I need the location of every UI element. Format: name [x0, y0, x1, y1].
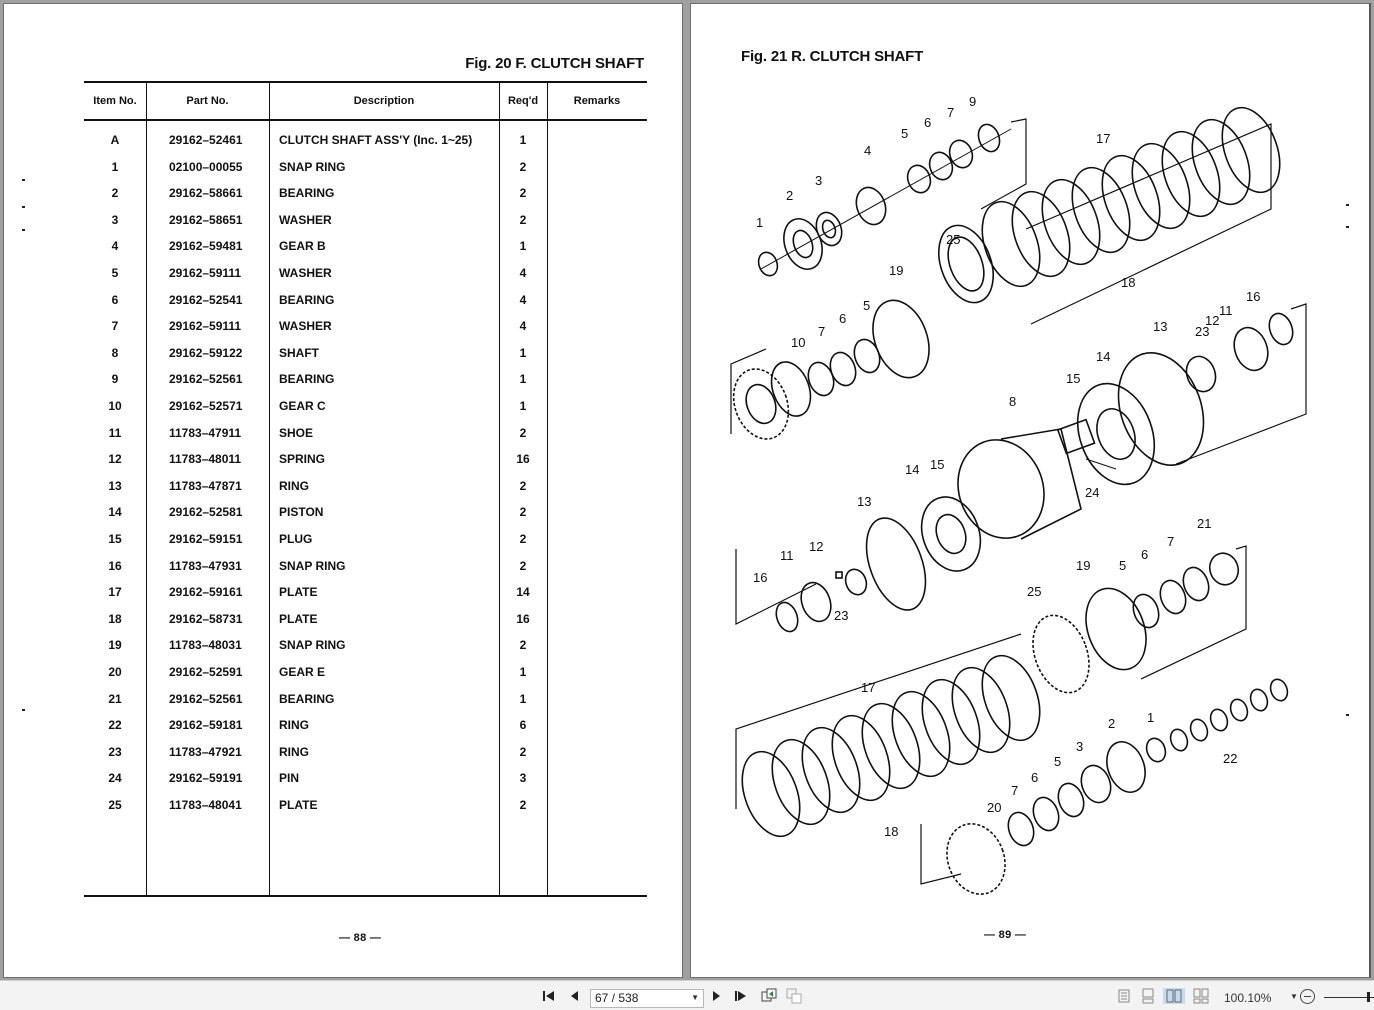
zoom-dropdown-icon[interactable]: ▼	[1290, 992, 1298, 1001]
reqd-cell: 4	[519, 292, 527, 307]
zoom-out-button[interactable]	[1300, 989, 1315, 1004]
table-row	[84, 213, 647, 239]
svg-text:12: 12	[1205, 313, 1220, 328]
item-no-cell: 14	[108, 505, 122, 520]
item-no-cell: 18	[108, 611, 122, 626]
item-no-cell: 1	[111, 159, 119, 174]
part-no-cell: 29162–59111	[169, 319, 242, 334]
scan-speck	[22, 709, 25, 711]
part-no-cell: 11783–47911	[169, 425, 242, 440]
svg-text:16: 16	[1246, 289, 1261, 304]
part-no-cell: 29162–59481	[169, 239, 243, 254]
description-cell: PISTON	[279, 505, 324, 520]
continuous-facing-view-button[interactable]	[1192, 988, 1210, 1004]
item-no-cell: 7	[111, 319, 119, 334]
svg-text:18: 18	[1121, 275, 1136, 290]
previous-view-icon	[761, 988, 777, 1004]
table-row	[84, 346, 647, 372]
part-no-cell: 29162–59151	[169, 532, 243, 546]
part-no-cell: 29162–59191	[169, 771, 243, 786]
bottom-assembly	[921, 677, 1290, 902]
description-cell: SNAP RING	[279, 159, 346, 174]
item-no-cell: 17	[108, 585, 122, 600]
item-no-cell: 3	[111, 212, 119, 227]
single-page-icon	[1118, 989, 1130, 1003]
description-cell: BEARING	[279, 372, 335, 387]
reqd-cell: 2	[519, 478, 527, 493]
page-indicator: 67 / 538	[595, 991, 639, 1005]
svg-text:12: 12	[809, 539, 824, 554]
table-row	[84, 692, 647, 718]
part-no-cell: 29162–52541	[169, 292, 243, 307]
reqd-cell: 2	[519, 425, 527, 440]
reqd-cell: 4	[519, 319, 527, 334]
svg-text:5: 5	[863, 298, 871, 313]
item-no-cell: 24	[108, 771, 122, 786]
scan-speck	[22, 229, 25, 231]
svg-text:23: 23	[1195, 324, 1210, 339]
shaft-drum	[944, 304, 1306, 550]
description-cell: SNAP RING	[279, 638, 346, 653]
description-cell: SHAFT	[279, 345, 319, 360]
header-remarks: Remarks	[573, 95, 621, 107]
figure-title: Fig. 20 F. CLUTCH SHAFT	[465, 55, 644, 72]
scan-speck	[22, 206, 25, 208]
reqd-cell: 4	[519, 266, 527, 280]
svg-text:19: 19	[889, 263, 904, 278]
svg-text:5: 5	[1119, 558, 1127, 573]
table-row	[84, 771, 647, 797]
svg-text:20: 20	[987, 800, 1002, 815]
item-no-cell: 22	[108, 718, 122, 733]
item-no-cell: 15	[108, 532, 122, 546]
description-cell: PLATE	[279, 611, 318, 626]
item-no-cell: 19	[108, 638, 122, 653]
table-row	[84, 452, 647, 478]
table-row	[84, 426, 647, 452]
page-number: — 89 —	[984, 929, 1027, 941]
svg-text:21: 21	[1197, 516, 1212, 531]
part-no-cell: 29162–52571	[169, 399, 243, 413]
table-row	[84, 505, 647, 531]
description-cell: RING	[279, 478, 309, 493]
lower-ring-set	[1023, 546, 1246, 700]
part-no-cell: 29162–58661	[169, 186, 243, 201]
scan-speck	[1346, 714, 1349, 716]
part-no-cell: 29162–52561	[169, 691, 243, 706]
reqd-cell: 1	[519, 691, 527, 706]
svg-text:4: 4	[864, 143, 872, 158]
reqd-cell: 6	[519, 718, 527, 733]
continuous-facing-icon	[1193, 988, 1209, 1004]
svg-text:2: 2	[1108, 716, 1116, 731]
svg-text:23: 23	[834, 608, 849, 623]
item-no-cell: 25	[108, 798, 122, 812]
description-cell: PLATE	[279, 798, 318, 812]
description-cell: RING	[279, 744, 309, 759]
table-row	[84, 239, 647, 265]
svg-text:6: 6	[839, 311, 847, 326]
description-cell: CLUTCH SHAFT ASS'Y (Inc. 1~25)	[279, 133, 473, 147]
header-part-no: Part No.	[186, 95, 229, 107]
item-no-cell: 20	[108, 665, 122, 679]
svg-text:9: 9	[969, 94, 977, 109]
viewer-toolbar	[0, 980, 1374, 1010]
part-no-cell: 29162–59122	[169, 345, 243, 360]
item-no-cell: 16	[108, 558, 122, 573]
part-no-cell: 11783–47871	[169, 478, 242, 493]
prev-page-button[interactable]	[565, 988, 583, 1004]
table-row	[84, 399, 647, 425]
svg-text:2: 2	[786, 188, 794, 203]
page-number: — 88 —	[339, 932, 382, 944]
table-row	[84, 293, 647, 319]
scan-speck	[1346, 226, 1349, 228]
page-88	[3, 3, 683, 978]
description-cell: PIN	[279, 771, 300, 786]
part-no-cell: 29162–59161	[169, 585, 243, 600]
item-no-cell: 11	[108, 425, 122, 440]
part-no-cell: 11783–47921	[169, 744, 242, 759]
svg-text:17: 17	[1096, 131, 1111, 146]
reqd-cell: 2	[519, 505, 527, 520]
gear-c-assembly	[724, 293, 939, 447]
table-row	[84, 266, 647, 292]
single-page-view-button[interactable]	[1115, 988, 1133, 1004]
reqd-cell: 1	[519, 239, 527, 254]
part-no-cell: 02100–00055	[169, 159, 243, 174]
description-cell: PLATE	[279, 585, 318, 600]
last-page-button[interactable]	[732, 988, 750, 1004]
continuous-page-icon	[1142, 988, 1154, 1004]
svg-text:19: 19	[1076, 558, 1091, 573]
reqd-cell: 2	[519, 186, 527, 201]
item-no-cell: 13	[108, 478, 122, 493]
facing-view-button[interactable]	[1163, 988, 1185, 1004]
svg-text:7: 7	[1167, 534, 1175, 549]
part-no-cell: 11783–48031	[169, 638, 242, 653]
item-no-cell: 12	[108, 452, 122, 467]
description-cell: RING	[279, 718, 309, 733]
item-no-cell: 9	[111, 372, 119, 387]
part-no-cell: 29162–52461	[169, 133, 243, 147]
reqd-cell: 1	[519, 665, 527, 679]
table-row	[84, 665, 647, 691]
svg-text:1: 1	[1147, 710, 1155, 725]
svg-text:18: 18	[884, 824, 899, 839]
svg-text:6: 6	[1031, 770, 1039, 785]
part-no-cell: 29162–58651	[169, 212, 243, 227]
header-reqd: Req'd	[507, 95, 539, 107]
next-view-icon	[786, 988, 802, 1004]
description-cell: SPRING	[279, 452, 326, 467]
table-row	[84, 745, 647, 771]
reqd-cell: 1	[519, 399, 527, 413]
item-no-cell: 21	[108, 691, 122, 706]
svg-text:5: 5	[1054, 754, 1062, 769]
svg-text:7: 7	[818, 324, 826, 339]
scan-speck	[22, 179, 25, 181]
part-no-cell: 11783–47931	[169, 558, 242, 573]
previous-view-button[interactable]	[760, 988, 778, 1004]
table-rule-bottom	[84, 895, 647, 897]
description-cell: GEAR E	[279, 665, 326, 679]
reqd-cell: 1	[519, 345, 527, 360]
description-cell: SNAP RING	[279, 558, 346, 573]
next-page-icon	[712, 990, 722, 1002]
chevron-down-icon[interactable]: ▼	[691, 993, 699, 1002]
table-row	[84, 612, 647, 638]
svg-text:3: 3	[1076, 739, 1084, 754]
table-row	[84, 186, 647, 212]
svg-text:15: 15	[1066, 371, 1081, 386]
header-item-no: Item No.	[93, 95, 137, 107]
clutch-shaft-illustration	[721, 84, 1341, 914]
item-no-cell: 6	[111, 292, 119, 307]
next-view-button[interactable]	[785, 988, 803, 1004]
part-no-cell: 29162–52561	[169, 372, 243, 387]
description-cell: BEARING	[279, 292, 335, 307]
table-row	[84, 372, 647, 398]
reqd-cell: 2	[519, 558, 527, 573]
description-cell: BEARING	[279, 691, 335, 706]
description-cell: GEAR C	[279, 399, 326, 413]
svg-text:1: 1	[756, 215, 764, 230]
svg-text:22: 22	[1223, 751, 1238, 766]
svg-text:10: 10	[791, 335, 806, 350]
item-no-cell: 5	[111, 266, 119, 280]
item-no-cell: 10	[108, 399, 122, 413]
scan-speck	[1346, 204, 1349, 206]
svg-text:14: 14	[905, 462, 920, 477]
svg-text:6: 6	[924, 115, 932, 130]
table-rule-top	[84, 81, 647, 83]
continuous-view-button[interactable]	[1139, 988, 1157, 1004]
table-row	[84, 160, 647, 186]
part-no-cell: 29162–52581	[169, 505, 243, 520]
reqd-cell: 2	[519, 798, 527, 812]
part-no-cell: 29162–58731	[169, 611, 243, 626]
svg-text:6: 6	[1141, 547, 1149, 562]
item-no-cell: 2	[111, 186, 119, 201]
reqd-cell: 16	[516, 611, 530, 626]
item-no-cell: 8	[111, 345, 119, 360]
exploded-view-diagram	[721, 84, 1341, 914]
reqd-cell: 1	[519, 133, 527, 147]
description-cell: PLUG	[279, 532, 313, 546]
prev-page-icon	[569, 990, 579, 1002]
part-no-cell: 29162–59181	[169, 718, 243, 733]
reqd-cell: 2	[519, 212, 527, 227]
top-assembly	[755, 119, 1026, 278]
svg-text:16: 16	[753, 570, 768, 585]
reqd-cell: 2	[519, 532, 527, 546]
svg-text:25: 25	[1027, 584, 1042, 599]
zoom-level[interactable]: 100.10%	[1224, 991, 1272, 1005]
reqd-cell: 2	[519, 159, 527, 174]
item-no-cell: 4	[111, 239, 119, 254]
part-no-cell: 29162–59111	[169, 266, 242, 280]
svg-text:25: 25	[946, 232, 961, 247]
reqd-cell: 3	[519, 771, 527, 786]
next-page-button[interactable]	[708, 988, 726, 1004]
part-no-cell: 11783–48011	[169, 452, 242, 467]
reqd-cell: 1	[519, 372, 527, 387]
item-no-cell: A	[110, 133, 120, 147]
page-number-input[interactable]	[590, 989, 704, 1008]
table-row	[84, 479, 647, 505]
svg-text:11: 11	[780, 548, 794, 563]
table-row	[84, 133, 647, 159]
svg-text:15: 15	[930, 457, 945, 472]
svg-text:11: 11	[1219, 303, 1233, 318]
table-row	[84, 559, 647, 585]
table-row	[84, 798, 647, 824]
description-cell: GEAR B	[279, 239, 326, 254]
svg-text:13: 13	[1153, 319, 1168, 334]
description-cell: BEARING	[279, 186, 335, 201]
item-no-cell: 23	[108, 744, 122, 759]
description-cell: WASHER	[279, 266, 332, 280]
first-page-button[interactable]	[540, 988, 558, 1004]
first-page-icon	[542, 990, 556, 1002]
table-rule-header	[84, 119, 647, 121]
table-row	[84, 319, 647, 345]
description-cell: WASHER	[279, 319, 332, 334]
reqd-cell: 14	[516, 585, 530, 600]
svg-text:3: 3	[815, 173, 823, 188]
svg-text:24: 24	[1085, 485, 1100, 500]
lower-clutch-plates	[732, 634, 1051, 844]
svg-text:14: 14	[1096, 349, 1111, 364]
figure-title: Fig. 21 R. CLUTCH SHAFT	[741, 48, 924, 65]
svg-text:5: 5	[901, 126, 909, 141]
description-cell: SHOE	[279, 425, 314, 440]
lower-piston-assembly	[736, 489, 990, 635]
svg-text:8: 8	[1009, 394, 1017, 409]
table-row	[84, 532, 647, 558]
part-no-cell: 11783–48041	[169, 798, 242, 812]
svg-text:17: 17	[861, 680, 876, 695]
callout-labels	[753, 94, 1260, 839]
facing-pages-icon	[1166, 989, 1182, 1003]
last-page-icon	[734, 990, 748, 1002]
svg-text:7: 7	[1011, 783, 1019, 798]
page-89	[690, 3, 1371, 978]
svg-text:13: 13	[857, 494, 872, 509]
zoom-slider-thumb[interactable]	[1367, 992, 1370, 1002]
description-cell: WASHER	[279, 212, 332, 227]
reqd-cell: 2	[519, 638, 527, 653]
table-row	[84, 638, 647, 664]
table-row	[84, 718, 647, 744]
table-row	[84, 585, 647, 611]
reqd-cell: 2	[519, 744, 527, 759]
header-description: Description	[353, 95, 415, 107]
svg-text:7: 7	[947, 105, 955, 120]
reqd-cell: 16	[516, 452, 530, 467]
part-no-cell: 29162–52591	[169, 665, 243, 679]
